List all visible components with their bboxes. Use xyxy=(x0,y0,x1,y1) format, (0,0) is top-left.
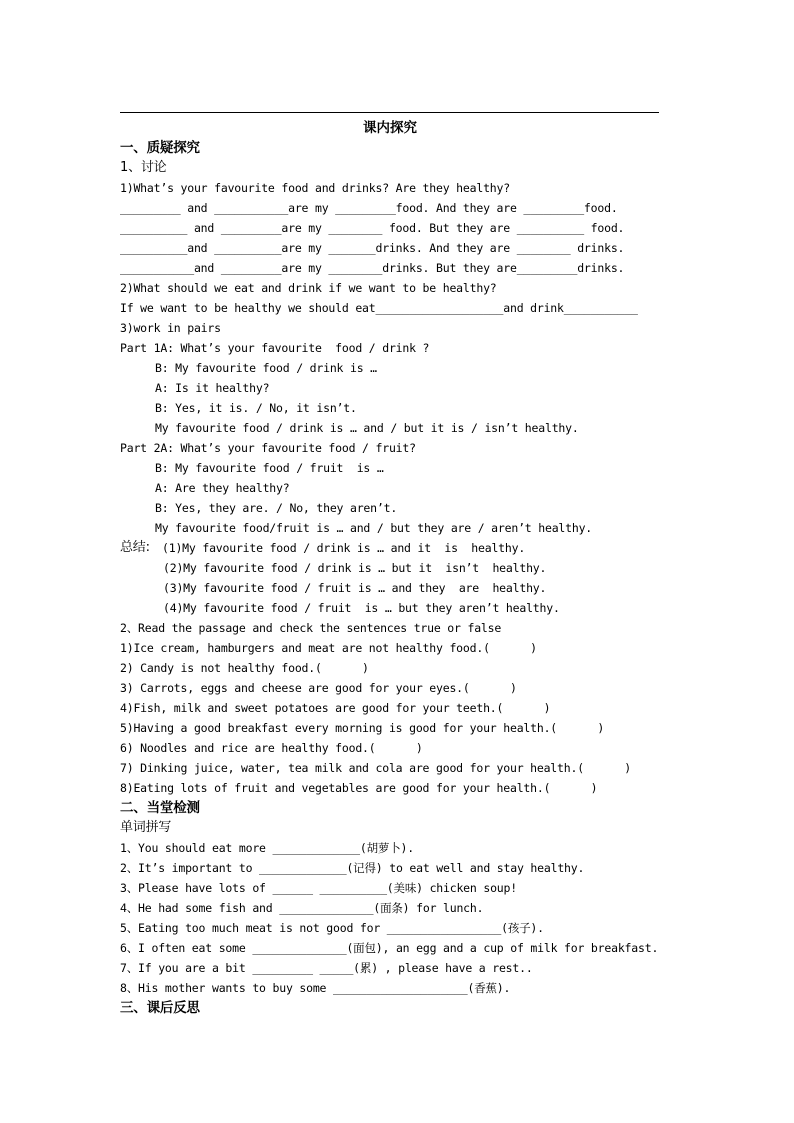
true-false-item: 4)Fish, milk and sweet potatoes are good for your teeth.( ) xyxy=(120,701,551,715)
fill-line: __________ and _________are my ________ food. But they are __________ food. xyxy=(120,221,625,235)
spelling-item: 1、You should eat more _____________(胡萝卜). xyxy=(120,841,414,855)
spelling-item: 3、Please have lots of ______ __________(美味) chicken soup! xyxy=(120,881,517,895)
section3-heading: 三、课后反思 xyxy=(120,1000,200,1016)
section2-sub: 单词拼写 xyxy=(120,820,172,835)
section1-sub1: 1、讨论 xyxy=(120,160,167,175)
page-title: 课内探究 xyxy=(363,120,417,136)
section1-heading: 一、质疑探究 xyxy=(120,140,200,156)
spelling-item: 7、If you are a bit _________ _____(累) , please have a rest.. xyxy=(120,961,533,975)
fill-line: ___________and _________are my ________drinks. But they are_________drinks. xyxy=(120,261,625,275)
section1-sub2: 2、Read the passage and check the sentences true or false xyxy=(120,621,502,635)
part1-line: B: Yes, it is. / No, it isn’t. xyxy=(155,401,357,415)
true-false-item: 8)Eating lots of fruit and vegetables are good for your health.( ) xyxy=(120,781,598,795)
summary-line: (1)My favourite food / drink is … and it is healthy. xyxy=(162,541,526,555)
section2-heading: 二、当堂检测 xyxy=(120,800,200,816)
part1-line: A: Is it healthy? xyxy=(155,381,270,395)
summary-line: (3)My favourite food / fruit is … and they are healthy. xyxy=(163,581,547,595)
question-2: 2)What should we eat and drink if we want to be healthy? xyxy=(120,281,497,295)
summary-label: 总结: xyxy=(120,540,150,555)
fill-line: __________and __________are my _______drinks. And they are ________ drinks. xyxy=(120,241,625,255)
spelling-item: 4、He had some fish and ______________(面条) for lunch. xyxy=(120,901,484,915)
true-false-item: 3) Carrots, eggs and cheese are good for your eyes.( ) xyxy=(120,681,517,695)
part2-line: B: Yes, they are. / No, they aren’t. xyxy=(155,501,398,515)
part1-line: My favourite food / drink is … and / but it is / isn’t healthy. xyxy=(155,421,579,435)
summary-line: (4)My favourite food / fruit is … but they aren’t healthy. xyxy=(163,601,560,615)
true-false-item: 7) Dinking juice, water, tea milk and cola are good for your health.( ) xyxy=(120,761,631,775)
true-false-item: 2) Candy is not healthy food.( ) xyxy=(120,661,369,675)
true-false-item: 1)Ice cream, hamburgers and meat are not healthy food.( ) xyxy=(120,641,537,655)
true-false-item: 5)Having a good breakfast every morning is good for your health.( ) xyxy=(120,721,605,735)
true-false-item: 6) Noodles and rice are healthy food.( ) xyxy=(120,741,423,755)
summary-line: (2)My favourite food / drink is … but it isn’t healthy. xyxy=(163,561,547,575)
part2-line: A: Are they healthy? xyxy=(155,481,290,495)
part2-line: B: My favourite food / fruit is … xyxy=(155,461,384,475)
part1-line: B: My favourite food / drink is … xyxy=(155,361,377,375)
part2-line: Part 2A: What’s your favourite food / fruit? xyxy=(120,441,416,455)
spelling-item: 2、It’s important to _____________(记得) to eat well and stay healthy. xyxy=(120,861,585,875)
spelling-item: 6、I often eat some ______________(面包), an egg and a cup of milk for breakfast. xyxy=(120,941,659,955)
fill-line: _________ and ___________are my _________food. And they are _________food. xyxy=(120,201,618,215)
part2-line: My favourite food/fruit is … and / but they are / aren’t healthy. xyxy=(155,521,593,535)
top-rule xyxy=(120,112,659,113)
spelling-item: 8、His mother wants to buy some ____________________(香蕉). xyxy=(120,981,511,995)
spelling-item: 5、Eating too much meat is not good for _________________(孩子). xyxy=(120,921,544,935)
question-2-answer: If we want to be healthy we should eat___________________and drink___________ xyxy=(120,301,638,315)
question-3: 3)work in pairs xyxy=(120,321,221,335)
question-1: 1)What’s your favourite food and drinks? Are they healthy? xyxy=(120,181,510,195)
part1-line: Part 1A: What’s your favourite food / drink ? xyxy=(120,341,430,355)
